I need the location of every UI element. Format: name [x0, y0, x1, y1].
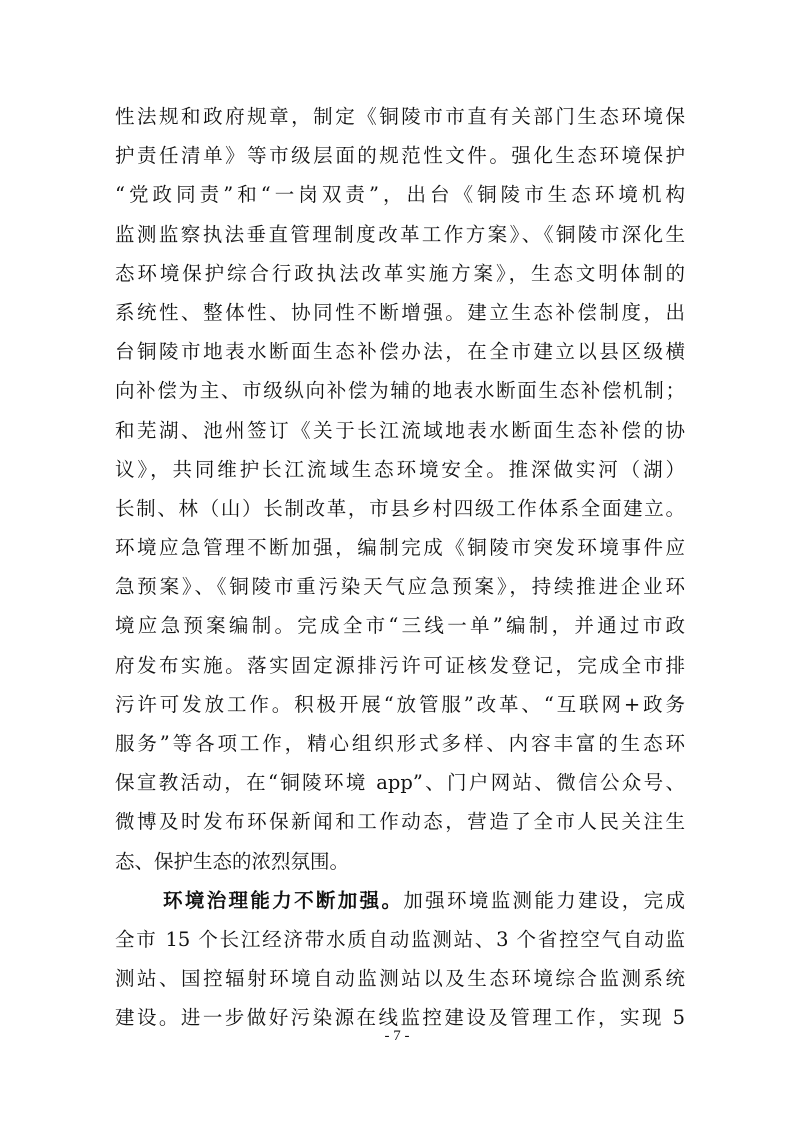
text-line: 服务”等各项工作，精心组织形式多样、内容丰富的生态环: [115, 732, 685, 755]
text-line: 污许可发放工作。积极开展“放管服”改革、“互联网+政务: [115, 692, 685, 716]
text-line: 府发布实施。落实固定源排污许可证核发登记，完成全市排: [115, 653, 685, 677]
text-line: [115, 881, 685, 920]
text-line: 护责任清单》等市级层面的规范性文件。强化生态环境保护: [115, 144, 685, 168]
text-line: 议》，共同维护长江流域生态环境安全。推深做实河（湖）: [115, 457, 685, 481]
body-text: [115, 97, 685, 1038]
heading-continuation: 加强环境监测能力建设，完成: [403, 888, 685, 912]
text-line: 系统性、整体性、协同性不断增强。建立生态补偿制度，出: [115, 300, 685, 324]
text-line: 微博及时发布环保新闻和工作动态，营造了全市人民关注生: [115, 810, 685, 834]
text-line: 向补偿为主、市级纵向补偿为辅的地表水断面生态补偿机制；: [115, 379, 685, 403]
page-number: - 7 -: [384, 1028, 410, 1044]
text-line: 测站、国控辐射环境自动监测站以及生态环境综合监测系统: [115, 967, 685, 991]
paragraph-governance: [115, 97, 685, 881]
section-heading: 环境治理能力不断加强。: [163, 888, 404, 912]
text-line: 监测监察执法垂直管理制度改革工作方案》、《铜陵市深化生: [115, 222, 685, 246]
text-line: 态环境保护综合行政执法改革实施方案》，生态文明体制的: [115, 261, 685, 285]
paragraph-capacity: [115, 881, 685, 1038]
text-line: 急预案》、《铜陵市重污染天气应急预案》，持续推进企业环: [115, 575, 685, 599]
text-line: 态、保护生态的浓烈氛围。: [115, 849, 350, 873]
text-line: 环境应急管理不断加强，编制完成《铜陵市突发环境事件应: [115, 536, 685, 560]
text-line: 和芜湖、池州签订《关于长江流域地表水断面生态补偿的协: [115, 418, 685, 442]
text-line: 境应急预案编制。完成全市“三线一单”编制，并通过市政: [115, 614, 685, 638]
text-line: 建设。进一步做好污染源在线监控建设及管理工作，实现 5: [115, 1006, 685, 1030]
text-line: 全市 15 个长江经济带水质自动监测站、3 个省控空气自动监: [115, 927, 685, 951]
text-line: 性法规和政府规章，制定《铜陵市市直有关部门生态环境保: [115, 105, 685, 128]
text-line: 台铜陵市地表水断面生态补偿办法，在全市建立以县区级横: [115, 340, 685, 364]
text-line: 长制、林（山）长制改革，市县乡村四级工作体系全面建立。: [115, 496, 685, 520]
text-line: “党政同责”和“一岗双责”，出台《铜陵市生态环境机构: [115, 183, 685, 207]
text-line: 保宣教活动，在“铜陵环境 app”、门户网站、微信公众号、: [115, 771, 685, 795]
